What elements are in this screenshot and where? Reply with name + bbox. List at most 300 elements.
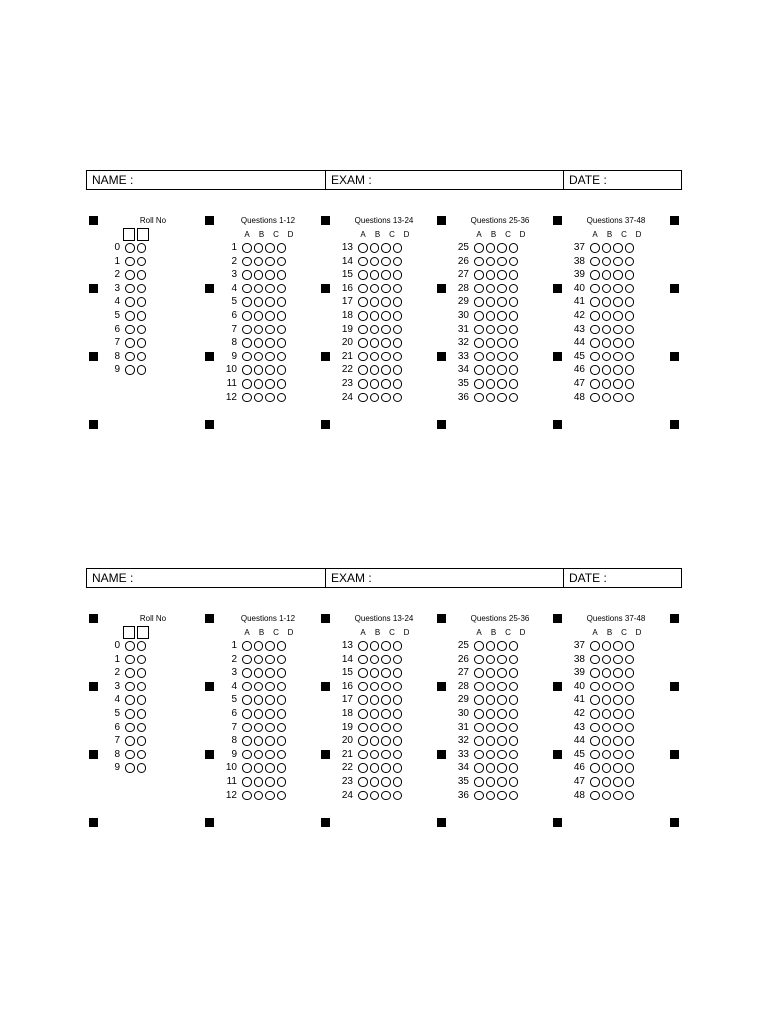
answer-bubble[interactable] [358,284,368,294]
answer-bubble[interactable] [509,284,519,294]
answer-bubble[interactable] [590,243,600,253]
answer-bubble[interactable] [486,709,496,719]
answer-bubble[interactable] [277,723,287,733]
answer-bubble[interactable] [497,243,507,253]
answer-bubble[interactable] [393,723,403,733]
answer-bubble[interactable] [381,311,391,321]
answer-bubble[interactable] [381,284,391,294]
answer-bubble[interactable] [590,641,600,651]
answer-bubble[interactable] [497,297,507,307]
answer-bubble[interactable] [625,736,635,746]
answer-bubble[interactable] [254,668,264,678]
answer-bubble[interactable] [613,791,623,801]
answer-bubble[interactable] [254,284,264,294]
answer-bubble[interactable] [625,270,635,280]
roll-bubble[interactable] [125,695,135,705]
roll-bubble[interactable] [125,736,135,746]
answer-bubble[interactable] [358,338,368,348]
answer-bubble[interactable] [602,257,612,267]
answer-bubble[interactable] [393,257,403,267]
answer-bubble[interactable] [370,709,380,719]
answer-bubble[interactable] [277,655,287,665]
answer-bubble[interactable] [370,641,380,651]
answer-bubble[interactable] [602,695,612,705]
answer-bubble[interactable] [277,365,287,375]
answer-bubble[interactable] [590,709,600,719]
answer-bubble[interactable] [265,750,275,760]
answer-bubble[interactable] [242,791,252,801]
answer-bubble[interactable] [254,352,264,362]
answer-bubble[interactable] [370,270,380,280]
answer-bubble[interactable] [277,297,287,307]
exam-field[interactable]: EXAM : [326,569,564,587]
answer-bubble[interactable] [370,257,380,267]
answer-bubble[interactable] [486,695,496,705]
answer-bubble[interactable] [358,325,368,335]
answer-bubble[interactable] [370,365,380,375]
answer-bubble[interactable] [254,791,264,801]
answer-bubble[interactable] [486,325,496,335]
answer-bubble[interactable] [474,311,484,321]
answer-bubble[interactable] [602,641,612,651]
roll-bubble[interactable] [125,750,135,760]
answer-bubble[interactable] [602,352,612,362]
answer-bubble[interactable] [265,641,275,651]
answer-bubble[interactable] [590,763,600,773]
answer-bubble[interactable] [265,270,275,280]
answer-bubble[interactable] [474,736,484,746]
answer-bubble[interactable] [358,777,368,787]
answer-bubble[interactable] [242,682,252,692]
answer-bubble[interactable] [393,709,403,719]
answer-bubble[interactable] [509,750,519,760]
roll-bubble[interactable] [125,243,135,253]
answer-bubble[interactable] [486,257,496,267]
answer-bubble[interactable] [358,311,368,321]
answer-bubble[interactable] [486,393,496,403]
roll-bubble[interactable] [137,257,147,267]
answer-bubble[interactable] [358,270,368,280]
answer-bubble[interactable] [381,379,391,389]
answer-bubble[interactable] [509,379,519,389]
answer-bubble[interactable] [613,668,623,678]
answer-bubble[interactable] [381,750,391,760]
answer-bubble[interactable] [254,750,264,760]
answer-bubble[interactable] [358,297,368,307]
answer-bubble[interactable] [497,763,507,773]
answer-bubble[interactable] [265,243,275,253]
answer-bubble[interactable] [370,352,380,362]
answer-bubble[interactable] [358,791,368,801]
roll-bubble[interactable] [125,284,135,294]
answer-bubble[interactable] [277,257,287,267]
answer-bubble[interactable] [358,352,368,362]
answer-bubble[interactable] [486,723,496,733]
answer-bubble[interactable] [277,379,287,389]
answer-bubble[interactable] [625,655,635,665]
answer-bubble[interactable] [358,393,368,403]
answer-bubble[interactable] [254,736,264,746]
answer-bubble[interactable] [370,311,380,321]
answer-bubble[interactable] [625,641,635,651]
roll-bubble[interactable] [125,365,135,375]
answer-bubble[interactable] [242,311,252,321]
roll-bubble[interactable] [125,297,135,307]
answer-bubble[interactable] [277,243,287,253]
answer-bubble[interactable] [590,682,600,692]
answer-bubble[interactable] [265,297,275,307]
answer-bubble[interactable] [602,709,612,719]
answer-bubble[interactable] [486,243,496,253]
answer-bubble[interactable] [277,791,287,801]
answer-bubble[interactable] [242,763,252,773]
answer-bubble[interactable] [393,243,403,253]
answer-bubble[interactable] [474,655,484,665]
answer-bubble[interactable] [381,297,391,307]
answer-bubble[interactable] [277,695,287,705]
answer-bubble[interactable] [242,297,252,307]
roll-bubble[interactable] [125,270,135,280]
answer-bubble[interactable] [625,311,635,321]
answer-bubble[interactable] [265,284,275,294]
answer-bubble[interactable] [625,325,635,335]
answer-bubble[interactable] [265,709,275,719]
answer-bubble[interactable] [393,352,403,362]
roll-no-digit-box[interactable] [123,626,135,639]
answer-bubble[interactable] [393,763,403,773]
answer-bubble[interactable] [590,352,600,362]
answer-bubble[interactable] [393,655,403,665]
roll-bubble[interactable] [137,338,147,348]
name-field[interactable]: NAME : [87,569,326,587]
answer-bubble[interactable] [381,709,391,719]
answer-bubble[interactable] [590,393,600,403]
roll-bubble[interactable] [125,655,135,665]
answer-bubble[interactable] [602,393,612,403]
answer-bubble[interactable] [242,777,252,787]
answer-bubble[interactable] [242,365,252,375]
answer-bubble[interactable] [381,791,391,801]
answer-bubble[interactable] [497,284,507,294]
answer-bubble[interactable] [625,695,635,705]
answer-bubble[interactable] [625,284,635,294]
answer-bubble[interactable] [381,763,391,773]
answer-bubble[interactable] [370,750,380,760]
answer-bubble[interactable] [370,338,380,348]
answer-bubble[interactable] [474,709,484,719]
answer-bubble[interactable] [613,750,623,760]
roll-bubble[interactable] [137,325,147,335]
answer-bubble[interactable] [370,668,380,678]
answer-bubble[interactable] [613,284,623,294]
roll-bubble[interactable] [125,709,135,719]
answer-bubble[interactable] [509,365,519,375]
answer-bubble[interactable] [602,791,612,801]
answer-bubble[interactable] [254,393,264,403]
answer-bubble[interactable] [277,763,287,773]
answer-bubble[interactable] [254,709,264,719]
roll-bubble[interactable] [137,750,147,760]
roll-bubble[interactable] [125,257,135,267]
answer-bubble[interactable] [590,655,600,665]
answer-bubble[interactable] [370,736,380,746]
answer-bubble[interactable] [486,270,496,280]
answer-bubble[interactable] [497,723,507,733]
answer-bubble[interactable] [393,736,403,746]
answer-bubble[interactable] [381,668,391,678]
answer-bubble[interactable] [242,709,252,719]
answer-bubble[interactable] [486,641,496,651]
answer-bubble[interactable] [509,352,519,362]
answer-bubble[interactable] [474,723,484,733]
answer-bubble[interactable] [381,270,391,280]
answer-bubble[interactable] [358,379,368,389]
answer-bubble[interactable] [590,311,600,321]
answer-bubble[interactable] [358,723,368,733]
answer-bubble[interactable] [486,668,496,678]
roll-bubble[interactable] [125,311,135,321]
answer-bubble[interactable] [509,777,519,787]
answer-bubble[interactable] [370,297,380,307]
answer-bubble[interactable] [613,325,623,335]
date-field[interactable]: DATE : [569,173,607,187]
answer-bubble[interactable] [590,668,600,678]
answer-bubble[interactable] [497,777,507,787]
answer-bubble[interactable] [602,655,612,665]
answer-bubble[interactable] [370,695,380,705]
roll-bubble[interactable] [137,668,147,678]
answer-bubble[interactable] [625,682,635,692]
answer-bubble[interactable] [358,257,368,267]
answer-bubble[interactable] [358,695,368,705]
answer-bubble[interactable] [265,257,275,267]
answer-bubble[interactable] [393,641,403,651]
answer-bubble[interactable] [590,723,600,733]
answer-bubble[interactable] [254,763,264,773]
answer-bubble[interactable] [358,709,368,719]
answer-bubble[interactable] [265,736,275,746]
answer-bubble[interactable] [509,655,519,665]
roll-bubble[interactable] [137,311,147,321]
answer-bubble[interactable] [393,297,403,307]
roll-bubble[interactable] [137,297,147,307]
answer-bubble[interactable] [277,777,287,787]
answer-bubble[interactable] [497,709,507,719]
roll-bubble[interactable] [137,723,147,733]
answer-bubble[interactable] [497,257,507,267]
roll-bubble[interactable] [137,641,147,651]
roll-bubble[interactable] [137,284,147,294]
answer-bubble[interactable] [486,379,496,389]
answer-bubble[interactable] [358,736,368,746]
roll-bubble[interactable] [137,243,147,253]
answer-bubble[interactable] [381,682,391,692]
answer-bubble[interactable] [509,297,519,307]
roll-bubble[interactable] [125,682,135,692]
answer-bubble[interactable] [509,723,519,733]
answer-bubble[interactable] [254,297,264,307]
answer-bubble[interactable] [242,641,252,651]
answer-bubble[interactable] [381,736,391,746]
answer-bubble[interactable] [242,750,252,760]
answer-bubble[interactable] [613,393,623,403]
answer-bubble[interactable] [265,682,275,692]
answer-bubble[interactable] [602,750,612,760]
answer-bubble[interactable] [381,655,391,665]
answer-bubble[interactable] [254,325,264,335]
answer-bubble[interactable] [613,270,623,280]
answer-bubble[interactable] [590,257,600,267]
roll-bubble[interactable] [125,641,135,651]
answer-bubble[interactable] [242,695,252,705]
roll-no-digit-box[interactable] [123,228,135,241]
roll-bubble[interactable] [137,763,147,773]
answer-bubble[interactable] [370,763,380,773]
answer-bubble[interactable] [277,641,287,651]
answer-bubble[interactable] [265,352,275,362]
answer-bubble[interactable] [497,655,507,665]
roll-bubble[interactable] [125,352,135,362]
answer-bubble[interactable] [625,777,635,787]
answer-bubble[interactable] [625,352,635,362]
answer-bubble[interactable] [613,379,623,389]
answer-bubble[interactable] [370,243,380,253]
answer-bubble[interactable] [370,791,380,801]
answer-bubble[interactable] [242,723,252,733]
answer-bubble[interactable] [277,325,287,335]
roll-bubble[interactable] [125,668,135,678]
answer-bubble[interactable] [509,257,519,267]
answer-bubble[interactable] [277,352,287,362]
answer-bubble[interactable] [509,736,519,746]
answer-bubble[interactable] [590,338,600,348]
answer-bubble[interactable] [381,641,391,651]
answer-bubble[interactable] [602,284,612,294]
answer-bubble[interactable] [474,365,484,375]
answer-bubble[interactable] [381,365,391,375]
answer-bubble[interactable] [625,723,635,733]
answer-bubble[interactable] [358,763,368,773]
answer-bubble[interactable] [497,695,507,705]
answer-bubble[interactable] [370,777,380,787]
answer-bubble[interactable] [265,791,275,801]
answer-bubble[interactable] [486,791,496,801]
answer-bubble[interactable] [590,750,600,760]
answer-bubble[interactable] [474,777,484,787]
answer-bubble[interactable] [242,284,252,294]
answer-bubble[interactable] [254,682,264,692]
answer-bubble[interactable] [486,763,496,773]
answer-bubble[interactable] [625,365,635,375]
answer-bubble[interactable] [613,338,623,348]
answer-bubble[interactable] [242,243,252,253]
answer-bubble[interactable] [590,791,600,801]
answer-bubble[interactable] [358,655,368,665]
answer-bubble[interactable] [625,243,635,253]
answer-bubble[interactable] [277,393,287,403]
answer-bubble[interactable] [602,682,612,692]
answer-bubble[interactable] [474,297,484,307]
answer-bubble[interactable] [358,750,368,760]
answer-bubble[interactable] [474,750,484,760]
answer-bubble[interactable] [602,243,612,253]
answer-bubble[interactable] [509,791,519,801]
answer-bubble[interactable] [242,655,252,665]
answer-bubble[interactable] [370,325,380,335]
answer-bubble[interactable] [265,777,275,787]
date-field[interactable]: DATE : [569,571,607,585]
answer-bubble[interactable] [393,668,403,678]
answer-bubble[interactable] [393,379,403,389]
answer-bubble[interactable] [590,365,600,375]
answer-bubble[interactable] [602,311,612,321]
roll-bubble[interactable] [137,655,147,665]
answer-bubble[interactable] [474,763,484,773]
answer-bubble[interactable] [265,379,275,389]
answer-bubble[interactable] [497,311,507,321]
roll-bubble[interactable] [137,270,147,280]
answer-bubble[interactable] [486,736,496,746]
answer-bubble[interactable] [381,723,391,733]
roll-bubble[interactable] [137,736,147,746]
answer-bubble[interactable] [254,338,264,348]
answer-bubble[interactable] [497,393,507,403]
answer-bubble[interactable] [242,338,252,348]
answer-bubble[interactable] [625,393,635,403]
answer-bubble[interactable] [625,257,635,267]
answer-bubble[interactable] [613,365,623,375]
answer-bubble[interactable] [590,379,600,389]
answer-bubble[interactable] [613,641,623,651]
exam-field[interactable]: EXAM : [326,171,564,189]
answer-bubble[interactable] [590,695,600,705]
answer-bubble[interactable] [393,311,403,321]
answer-bubble[interactable] [277,668,287,678]
answer-bubble[interactable] [509,243,519,253]
answer-bubble[interactable] [265,311,275,321]
answer-bubble[interactable] [497,338,507,348]
answer-bubble[interactable] [393,393,403,403]
answer-bubble[interactable] [509,338,519,348]
answer-bubble[interactable] [254,257,264,267]
answer-bubble[interactable] [497,750,507,760]
answer-bubble[interactable] [625,750,635,760]
answer-bubble[interactable] [509,270,519,280]
answer-bubble[interactable] [602,325,612,335]
answer-bubble[interactable] [277,682,287,692]
answer-bubble[interactable] [265,393,275,403]
answer-bubble[interactable] [590,325,600,335]
answer-bubble[interactable] [381,393,391,403]
answer-bubble[interactable] [625,338,635,348]
answer-bubble[interactable] [265,338,275,348]
answer-bubble[interactable] [393,338,403,348]
answer-bubble[interactable] [486,682,496,692]
answer-bubble[interactable] [265,668,275,678]
answer-bubble[interactable] [613,682,623,692]
answer-bubble[interactable] [497,668,507,678]
answer-bubble[interactable] [254,243,264,253]
answer-bubble[interactable] [254,379,264,389]
answer-bubble[interactable] [497,791,507,801]
answer-bubble[interactable] [590,284,600,294]
answer-bubble[interactable] [242,257,252,267]
answer-bubble[interactable] [625,379,635,389]
answer-bubble[interactable] [358,243,368,253]
answer-bubble[interactable] [254,695,264,705]
answer-bubble[interactable] [254,655,264,665]
answer-bubble[interactable] [242,379,252,389]
